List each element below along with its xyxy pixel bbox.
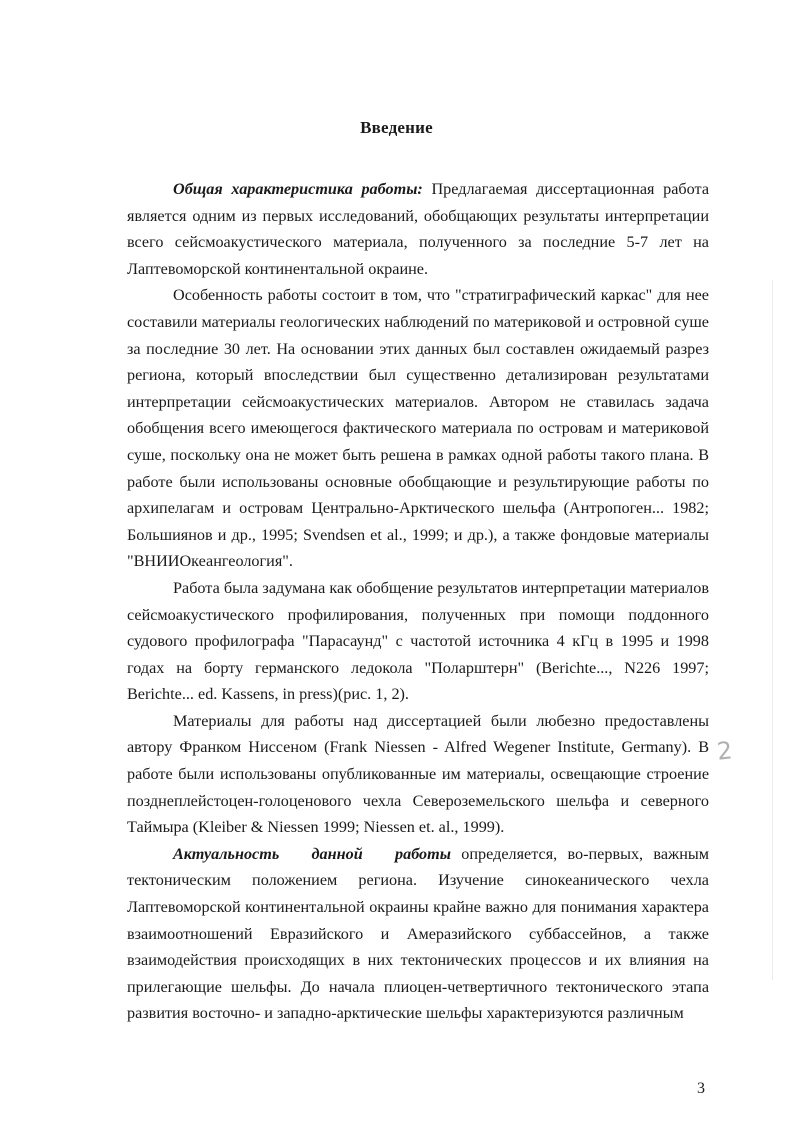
paragraph-materials	[127, 708, 709, 841]
paragraph-text: определяется, во-первых, важным тектоническим положением региона. Изучение синокеанического чехла Лаптевоморской континентальной окраины крайне важно для понимания характера взаимоотношений Евразийского и Амеразийского суббассейнов, а также взаимодействия происходящих в них тектонических процессов и их влияния на прилегающие шельфы. До начала плиоцен-четвертичного тектонического этапа развития восточно- и западно-арктические шельфы характеризуются различным	[127, 844, 709, 1023]
handwritten-margin-mark: 2	[715, 736, 734, 766]
section-heading: Введение	[360, 118, 433, 137]
paragraph-work-concept	[127, 575, 709, 708]
paragraph-text: Материалы для работы над диссертацией были любезно предоставлены автору Франком Ниссеном (Frank Niessen - Alfred Wegener Institute, Germany). В работе были использованы опубликованные им материалы, освещающие строение позднеплейстоцен-голоценового чехла Североземельского шельфа и северного Таймыра (Kleiber & Niessen 1999; Niessen et. al., 1999).	[127, 711, 709, 837]
paragraph-lead: Актуальность данной работы	[173, 844, 451, 863]
paragraph-relevance	[127, 841, 709, 1027]
paragraph-general-characteristics	[127, 176, 709, 282]
body-text	[127, 176, 709, 1027]
paragraph-features	[127, 282, 709, 575]
scan-edge-line	[772, 280, 773, 980]
paragraph-text: Предлагаемая диссертационная работа является одним из первых исследований, обобщающих результаты интерпретации всего сейсмоакустического материала, полученного за последние 5-7 лет на Лаптевоморской континентальной окраине.	[127, 180, 710, 278]
paragraph-text: Особенность работы состоит в том, что "стратиграфический каркас" для нее составили материалы геологических наблюдений по материковой и островной суше за последние 30 лет. На основании этих данных был составлен ожидаемый разрез региона, который впоследствии был существенно детализирован результатами интерпретации сейсмоакустических материалов. Автором не ставилась задача обобщения всего имеющегося фактического материала по островам и материковой суше, поскольку она не может быть решена в рамках одной работы такого плана. В работе были использованы основные обобщающие и результирующие работы по архипелагам и островам Центрально-Арктического шельфа (Антропоген... 1982; Большиянов и др., 1995; Svendsen et al., 1999; и др.), а также фондовые материалы "ВНИИОкеангеология".	[127, 286, 709, 571]
paragraph-text: Работа была задумана как обобщение результатов интерпретации материалов сейсмоакустического профилирования, полученных при помощи поддонного судового профилографа "Парасаунд" с частотой источника 4 кГц в 1995 и 1998 годах на борту германского ледокола "Поларштерн" (Berichte..., N226 1997; Berichte... ed. Kassens, in press)(рис. 1, 2).	[127, 578, 709, 704]
paragraph-lead: Общая характеристика работы:	[173, 180, 423, 198]
page-number: 3	[697, 1080, 705, 1097]
